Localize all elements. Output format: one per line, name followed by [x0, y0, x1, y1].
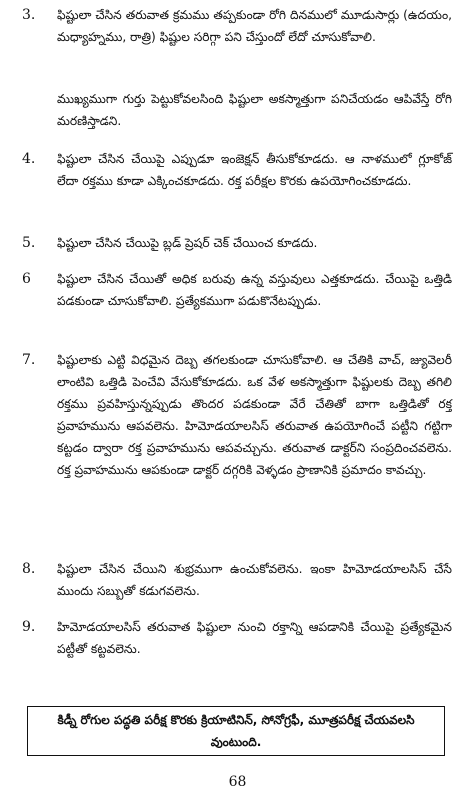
item-number: 4. — [22, 151, 36, 167]
item-text: ఫిష్టులా చేసిన చేయిపై బ్లడ్ ప్రెషర్ చెక్ చేయించ కూడదు. — [57, 236, 318, 250]
item-text: ఫిష్టులా చేసిన చేయితో అధిక బరువు ఉన్న వస్తువులు ఎత్తకూడదు. చేయిపై ఒత్తిడి పడకుండా చూసుకోవాలి. ప్రత్యేకముగా పడుకొనేటప్పుడు. — [57, 272, 452, 308]
page-number: 68 — [228, 774, 247, 790]
item-number: 3. — [22, 7, 36, 23]
item-text: ఫిష్టులా చేసిన చేయిని శుభ్రముగా ఉంచుకోవలెను. ఇంకా హిమోడయాలసిస్ చేసే ముందు సబ్బుతో కడుగవలెను. — [57, 562, 452, 598]
item-number: 8. — [22, 561, 36, 577]
item-text: హిమోడయాలసిస్ తరువాత ఫిష్టులా నుంచి రక్తాన్ని ఆపడానికి చేయిపై ప్రత్యేకమైన పట్టీతో కట్టవలెను. — [57, 620, 452, 656]
item-number: 7. — [22, 352, 36, 368]
item-number: 6 — [22, 271, 31, 287]
item-text: ఫిష్టులా చేసిన తరువాత క్రమము తప్పకుండా రోగి దినములో మూడుసార్లు (ఉదయం, మధ్యాహ్నము, రాత్రి) ఫిష్టుల సరిగ్గా పని చేస్తుందో లేదో చూసుకోవాలి. — [57, 8, 452, 44]
item-note: ముఖ్యముగా గుర్తు పెట్టుకోవలసింది ఫిష్టులా అకస్మాత్తుగా పనిచేయడం ఆపివేస్తే రోగి మరణిస్తాడని. — [57, 92, 452, 128]
item-text: ఫిష్టులా చేసిన చేయిపై ఎప్పుడూ ఇంజెక్షన్ తీసుకోకూడదు. ఆ నాళములో గ్లూకోజ్ లేదా రక్తము కూడా ఎక్కించకూడదు. రక్త పరీక్షల కొరకు ఉపయోగించకూడదు. — [57, 152, 452, 188]
item-number: 9. — [22, 619, 36, 635]
notice-box: కిడ్నీ రోగుల పద్ధతి పరీక్ష కొరకు క్రియాటినిన్, సోనోగ్రఫీ, మూత్రపరీక్ష చేయవలసి వుంటుంది. — [27, 706, 445, 756]
item-text: ఫిష్టులాకు ఎట్టి విధమైన దెబ్బ తగలకుండా చూసుకోవాలి. ఆ చేతికి వాచ్, జ్యువెలరీ లాంటివి ఒత్తిడి పెంచేవి వేసుకోకూడదు. ఒక వేళ అకస్మాత్తుగా ఫిష్టులకు దెబ్బ తగిలి రక్తము ప్రవహిస్తున్నప్పుడు తొందర పడకుండా వేరే చేతితో బాగా ఒత్తిడితో రక్త ప్రవాహమును ఆపవలెను. హిమోడయాలసిస్ తరువాత ఉపయోగించే పట్టీని గట్టిగా కట్టడం ద్వారా రక్త ప్రవాహమును ఆపవచ్చును. తరువాత డాక్టర్‌ని సంప్రదించవలెను. రక్త ప్రవాహమును ఆపకుండా డాక్టర్ దగ్గరికి వెళ్ళడం ప్రాణానికి ప్రమాదం కావచ్చు. — [57, 353, 452, 477]
item-number: 5. — [22, 235, 36, 251]
